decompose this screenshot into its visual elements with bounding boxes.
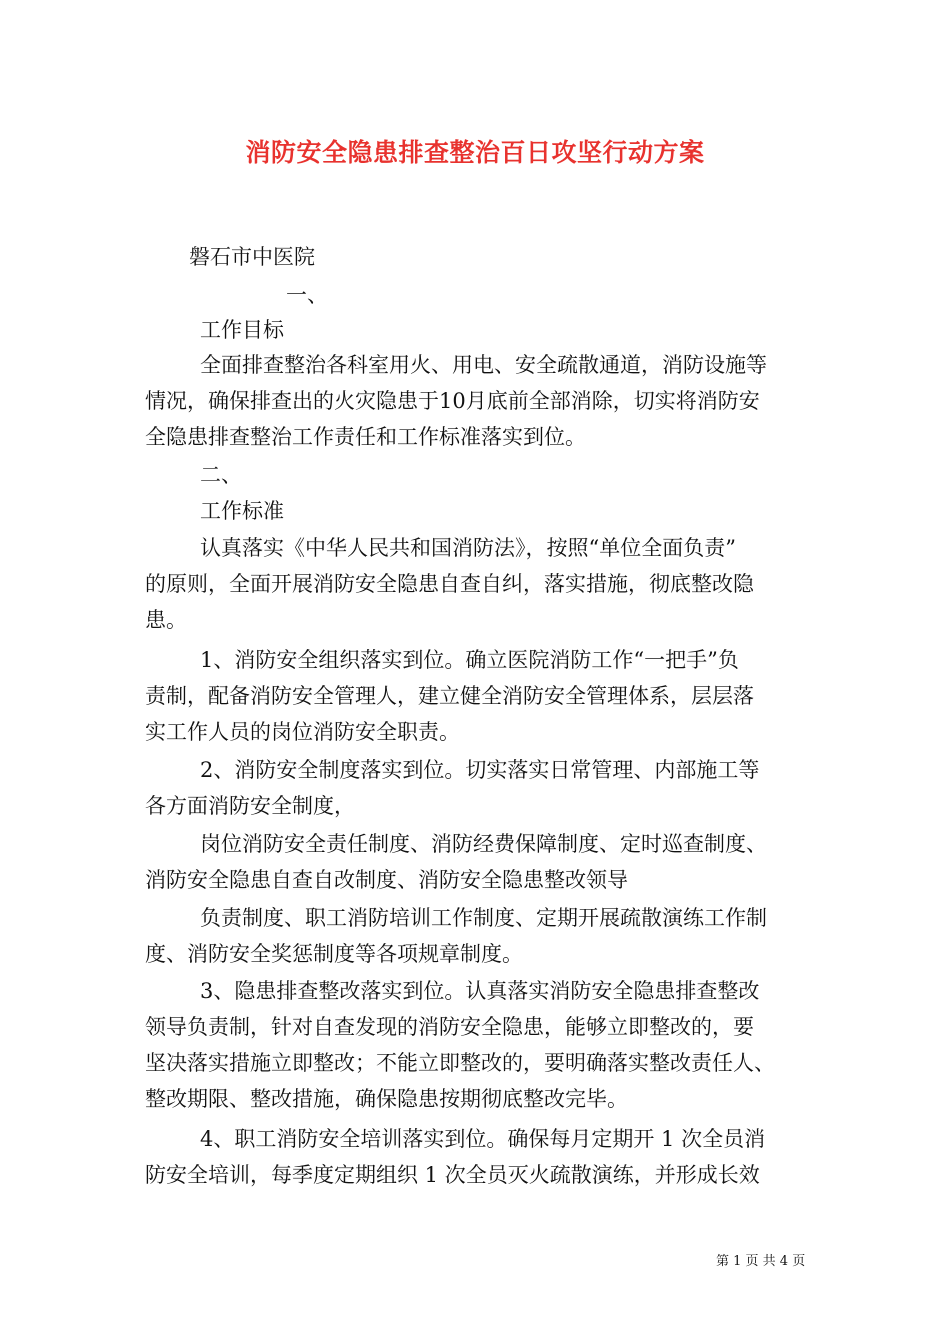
page-number: 第 1 页 共 4 页 <box>716 1254 806 1269</box>
paragraph-line: 的原则，全面开展消防安全隐患自查自纠，落实措施，彻底整改隐 <box>145 572 754 596</box>
paragraph-line: 全面排查整治各科室用火、用电、安全疏散通道，消防设施等 <box>200 353 767 377</box>
list-item-line: 坚决落实措施立即整改；不能立即整改的，要明确落实整改责任人、 <box>145 1051 775 1075</box>
organization-name: 磐石市中医院 <box>189 245 315 269</box>
list-item-line: 整改期限、整改措施，确保隐患按期彻底整改完毕。 <box>145 1087 628 1111</box>
list-item-line: 防安全培训，每季度定期组织 1 次全员灭火疏散演练，并形成长效 <box>145 1163 760 1187</box>
list-item-line: 度、消防安全奖惩制度等各项规章制度。 <box>145 942 523 966</box>
list-item-line: 领导负责制，针对自查发现的消防安全隐患，能够立即整改的，要 <box>145 1015 754 1039</box>
document-title: 消防安全隐患排查整治百日攻坚行动方案 <box>245 138 705 167</box>
paragraph-line: 情况，确保排查出的火灾隐患于10月底前全部消除，切实将消防安 <box>145 389 760 413</box>
list-item-line: 负责制度、职工消防培训工作制度、定期开展疏散演练工作制 <box>200 906 767 930</box>
list-item-line: 1、消防安全组织落实到位。确立医院消防工作“一把手”负 <box>200 648 739 672</box>
section-heading-standards: 工作标准 <box>200 499 284 523</box>
list-item-line: 岗位消防安全责任制度、消防经费保障制度、定时巡查制度、 <box>200 832 767 856</box>
paragraph-line: 患。 <box>145 608 187 632</box>
section-number-2: 二、 <box>200 463 242 487</box>
list-item-line: 4、职工消防安全培训落实到位。确保每月定期开 1 次全员消 <box>200 1127 766 1151</box>
paragraph-line: 认真落实《中华人民共和国消防法》，按照“单位全面负责” <box>200 536 736 560</box>
paragraph-line: 全隐患排查整治工作责任和工作标准落实到位。 <box>145 425 586 449</box>
list-item-line: 3、隐患排查整改落实到位。认真落实消防安全隐患排查整改 <box>200 979 760 1003</box>
list-item-line: 责制，配备消防安全管理人，建立健全消防安全管理体系，层层落 <box>145 684 754 708</box>
list-item-line: 各方面消防安全制度， <box>145 794 355 818</box>
section-heading-goals: 工作目标 <box>200 318 284 342</box>
list-item-line: 2、消防安全制度落实到位。切实落实日常管理、内部施工等 <box>200 758 760 782</box>
section-number-1: 一、 <box>286 283 328 307</box>
list-item-line: 实工作人员的岗位消防安全职责。 <box>145 720 460 744</box>
list-item-line: 消防安全隐患自查自改制度、消防安全隐患整改领导 <box>145 868 628 892</box>
